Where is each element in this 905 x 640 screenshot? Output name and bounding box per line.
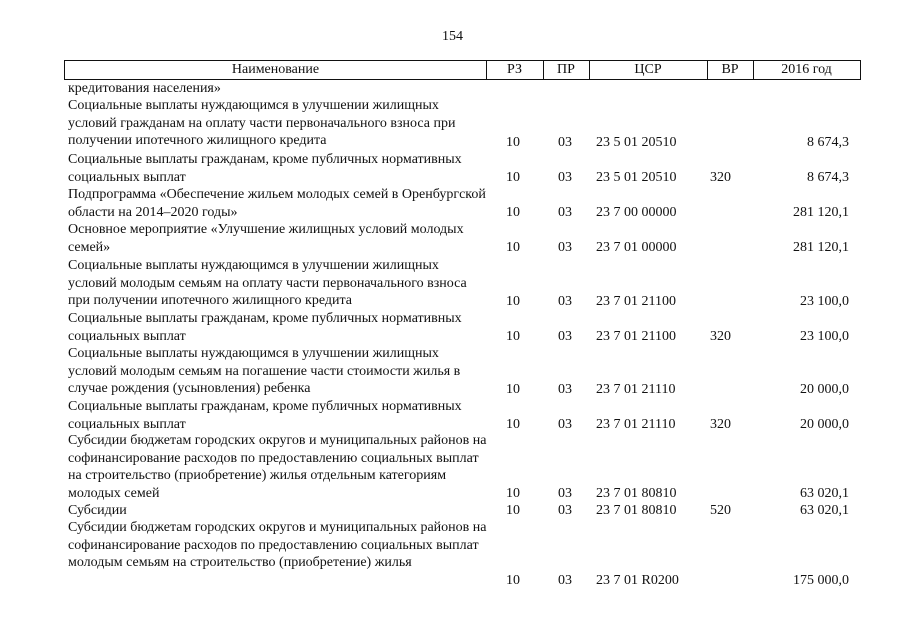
row-csr: 23 7 01 00000 (596, 240, 677, 255)
row-amount: 23 100,0 (800, 329, 849, 344)
row-name: кредитования населения» (68, 81, 221, 96)
row-vr: 320 (710, 417, 731, 432)
row-rz: 10 (506, 417, 520, 432)
row-amount: 8 674,3 (807, 135, 849, 150)
row-csr: 23 5 01 20510 (596, 135, 677, 150)
row-pr: 03 (558, 135, 572, 150)
row-csr: 23 7 01 21100 (596, 329, 676, 344)
row-amount: 20 000,0 (800, 382, 849, 397)
row-name: Социальные выплаты нуждающимся в улучшении жилищных условий гражданам на оплату части первоначального взноса при получении ипотечного жилищного кредита (68, 98, 456, 148)
row-pr: 03 (558, 240, 572, 255)
page-number: 154 (442, 29, 463, 44)
row-pr: 03 (558, 417, 572, 432)
header-year: 2016 год (781, 62, 832, 77)
row-amount: 281 120,1 (793, 240, 849, 255)
row-rz: 10 (506, 503, 520, 518)
row-csr: 23 7 01 80810 (596, 503, 677, 518)
row-name: Субсидии бюджетам городских округов и муниципальных районов на софинансирование расходов по предоставлению социальных выплат молодым семьям на строительство (приобретение) жилья (68, 520, 487, 570)
row-pr: 03 (558, 170, 572, 185)
header-vr: ВР (721, 62, 739, 77)
row-name: Основное мероприятие «Улучшение жилищных условий молодых семей» (68, 222, 464, 255)
row-rz: 10 (506, 573, 520, 588)
row-amount: 20 000,0 (800, 417, 849, 432)
row-name: Субсидии бюджетам городских округов и муниципальных районов на софинансирование расходов по предоставлению социальных выплат на строительство (приобретение) жилья отдельным категориям молодых семей (68, 433, 487, 501)
row-name: Социальные выплаты нуждающимся в улучшении жилищных условий молодым семьям на оплату части первоначального взноса при получении ипотечного жилищного кредита (68, 258, 467, 308)
row-rz: 10 (506, 135, 520, 150)
row-name: Социальные выплаты нуждающимся в улучшении жилищных условий молодым семьям на погашение части стоимости жилья в случае рождения (усыновления) ребенка (68, 346, 461, 396)
row-rz: 10 (506, 486, 520, 501)
row-pr: 03 (558, 329, 572, 344)
header-rz: РЗ (507, 62, 522, 77)
row-amount: 8 674,3 (807, 170, 849, 185)
table-header (64, 60, 861, 80)
row-rz: 10 (506, 382, 520, 397)
row-rz: 10 (506, 294, 520, 309)
row-vr: 520 (710, 503, 731, 518)
row-amount: 281 120,1 (793, 205, 849, 220)
row-csr: 23 7 01 21100 (596, 294, 676, 309)
row-pr: 03 (558, 382, 572, 397)
header-csr: ЦСР (634, 62, 662, 77)
row-amount: 63 020,1 (800, 503, 849, 518)
row-vr: 320 (710, 329, 731, 344)
row-amount: 63 020,1 (800, 486, 849, 501)
row-amount: 175 000,0 (793, 573, 849, 588)
header-pr: ПР (557, 62, 575, 77)
row-name: Социальные выплаты гражданам, кроме публичных нормативных социальных выплат (68, 311, 462, 344)
header-name: Наименование (231, 62, 320, 77)
row-pr: 03 (558, 503, 572, 518)
row-rz: 10 (506, 205, 520, 220)
row-pr: 03 (558, 573, 572, 588)
row-pr: 03 (558, 294, 572, 309)
row-csr: 23 7 00 00000 (596, 205, 677, 220)
row-name: Социальные выплаты гражданам, кроме публичных нормативных социальных выплат (68, 152, 462, 185)
row-name: Субсидии (68, 503, 127, 518)
row-pr: 03 (558, 205, 572, 220)
row-name: Социальные выплаты гражданам, кроме публичных нормативных социальных выплат (68, 399, 462, 432)
row-pr: 03 (558, 486, 572, 501)
row-vr: 320 (710, 170, 731, 185)
row-csr: 23 7 01 R0200 (596, 573, 679, 588)
row-name: Подпрограмма «Обеспечение жильем молодых семей в Оренбургской области на 2014–2020 годы» (68, 187, 486, 220)
row-csr: 23 7 01 80810 (596, 486, 677, 501)
row-rz: 10 (506, 329, 520, 344)
row-csr: 23 7 01 21110 (596, 417, 676, 432)
row-amount: 23 100,0 (800, 294, 849, 309)
row-rz: 10 (506, 170, 520, 185)
row-rz: 10 (506, 240, 520, 255)
row-csr: 23 5 01 20510 (596, 170, 677, 185)
row-csr: 23 7 01 21110 (596, 382, 676, 397)
